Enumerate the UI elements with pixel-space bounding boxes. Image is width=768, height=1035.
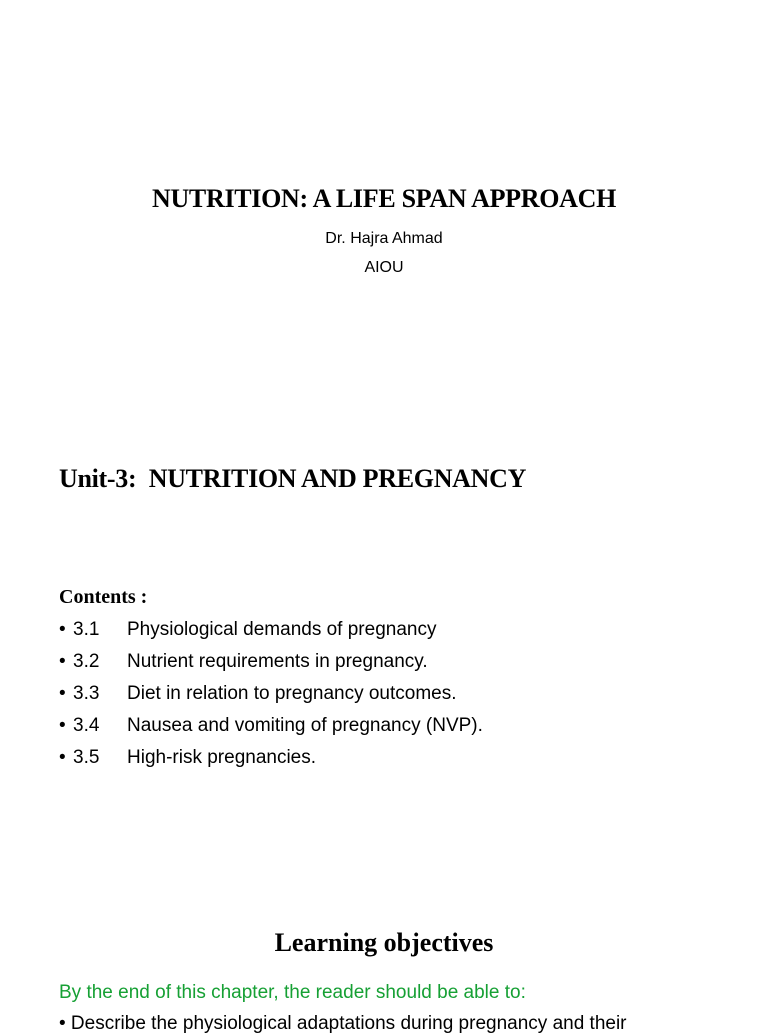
contents-item-text: Nausea and vomiting of pregnancy (NVP). — [127, 715, 483, 736]
contents-item-number: 3.1 — [73, 619, 100, 640]
contents-item-number: 3.3 — [73, 683, 100, 704]
contents-item-text: Diet in relation to pregnancy outcomes. — [127, 683, 457, 704]
institution-name: AIOU — [364, 259, 404, 276]
bullet-icon: • — [59, 651, 66, 672]
contents-item — [59, 680, 483, 712]
bullet-icon: • — [59, 715, 66, 736]
contents-item-text: High-risk pregnancies. — [127, 747, 317, 768]
bullet-icon: • — [59, 747, 66, 768]
author-name: Dr. Hajra Ahmad — [325, 230, 443, 247]
contents-item-text: Nutrient requirements in pregnancy. — [127, 651, 428, 672]
contents-item-number: 3.5 — [73, 747, 100, 768]
contents-item — [59, 616, 483, 648]
contents-item — [59, 648, 483, 680]
document-title: NUTRITION: A LIFE SPAN APPROACH — [151, 184, 617, 213]
contents-item-number: 3.4 — [73, 715, 100, 736]
contents-item — [59, 744, 483, 776]
objectives-first-item: • Describe the physiological adaptations during pregnancy and their — [59, 1013, 627, 1034]
contents-item-text: Physiological demands of pregnancy — [127, 619, 437, 640]
contents-heading: Contents : — [59, 586, 148, 608]
contents-item — [59, 712, 483, 744]
contents-list — [59, 616, 483, 776]
objectives-intro: By the end of this chapter, the reader should be able to: — [59, 982, 526, 1003]
objectives-heading: Learning objectives — [274, 928, 494, 957]
contents-item-number: 3.2 — [73, 651, 100, 672]
bullet-icon: • — [59, 619, 66, 640]
unit-heading: Unit-3: NUTRITION AND PREGNANCY — [59, 464, 527, 493]
bullet-icon: • — [59, 683, 66, 704]
